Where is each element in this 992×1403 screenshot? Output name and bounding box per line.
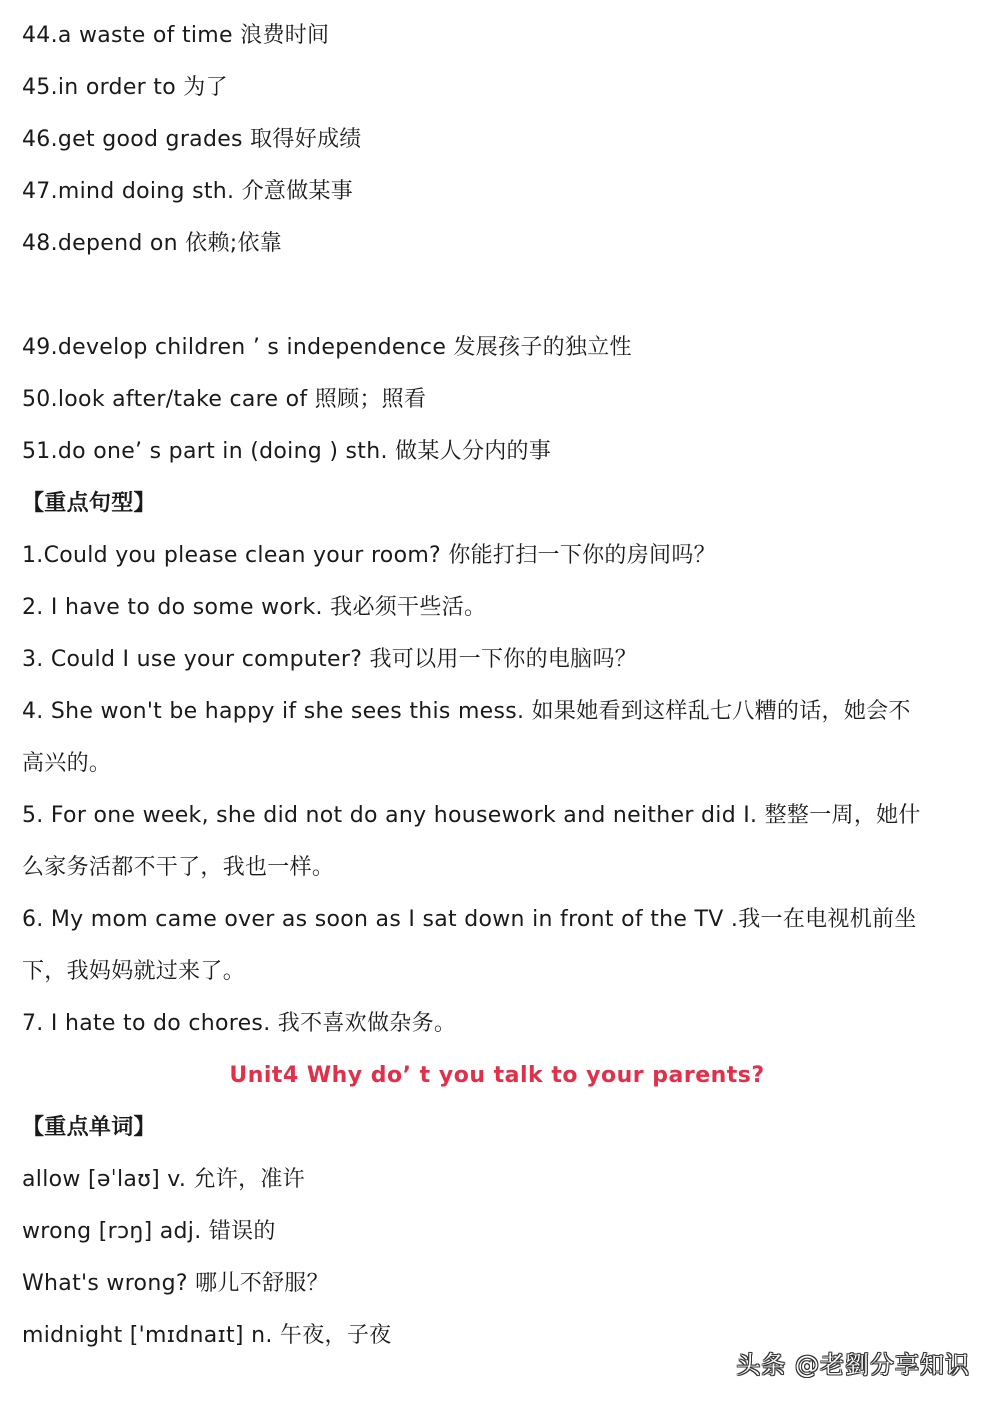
phrase-line: 46.get good grades 取得好成绩	[22, 127, 362, 152]
sentence-line: 3. Could I use your computer? 我可以用一下你的电脑吗？	[22, 647, 638, 672]
phrase-line: 47.mind doing sth. 介意做某事	[22, 179, 354, 204]
sentence-line: 1.Could you please clean your room? 你能打扫一下你的房间吗？	[22, 543, 716, 568]
words-heading: 【重点单词】	[22, 1115, 156, 1140]
word-line: wrong [rɔŋ] adj. 错误的	[22, 1219, 276, 1244]
sentence-line: 4. She won't be happy if she sees this mess. 如果她看到这样乱七八糟的话，她会不	[22, 699, 911, 724]
sentence-line: 5. For one week, she did not do any housework and neither did I. 整整一周，她什	[22, 803, 921, 828]
phrase-line: 51.do one’ s part in (doing ) sth. 做某人分内的事	[22, 439, 552, 464]
document-page	[22, 10, 972, 1362]
blank-line	[22, 270, 972, 322]
phrase-line: 44.a waste of time 浪费时间	[22, 23, 330, 48]
phrase-line: 45.in order to 为了	[22, 75, 228, 100]
sentence-line: 6. My mom came over as soon as I sat down in front of the TV .我一在电视机前坐	[22, 907, 917, 932]
phrase-line: 49.develop children ’ s independence 发展孩子的独立性	[22, 335, 632, 360]
unit-title: Unit4 Why do’ t you talk to your parents?	[229, 1063, 765, 1088]
sentences-heading: 【重点句型】	[22, 491, 156, 516]
word-line: allow [əˈlaʊ] v. 允许，准许	[22, 1167, 305, 1192]
phrase-line: 50.look after/take care of 照顾；照看	[22, 387, 427, 412]
word-line: midnight ['mɪdnaɪt] n. 午夜，子夜	[22, 1323, 392, 1348]
sentence-line: 7. I hate to do chores. 我不喜欢做杂务。	[22, 1011, 457, 1036]
phrase-line: 48.depend on 依赖;依靠	[22, 231, 283, 256]
sentence-line: 高兴的。	[22, 751, 112, 776]
word-line: What's wrong? 哪儿不舒服？	[22, 1271, 329, 1296]
sentence-line: 2. I have to do some work. 我必须干些活。	[22, 595, 487, 620]
sentence-line: 下，我妈妈就过来了。	[22, 959, 246, 984]
watermark: 头条 @老劉分享知识	[736, 1351, 970, 1379]
sentence-line: 么家务活都不干了，我也一样。	[22, 855, 335, 880]
